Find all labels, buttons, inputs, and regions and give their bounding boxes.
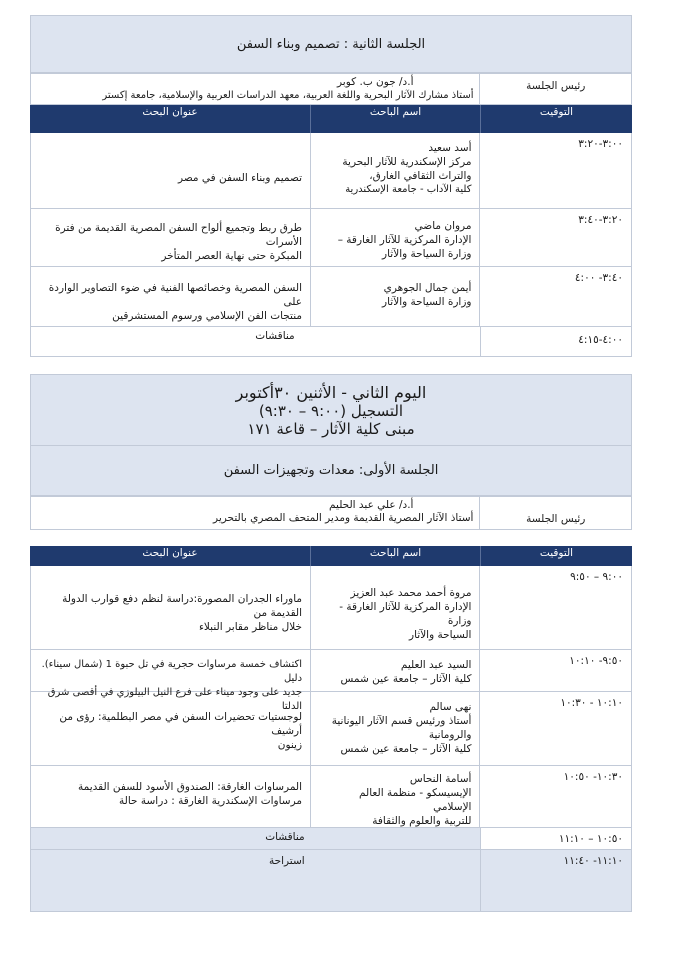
paper-cell: مناقشات <box>255 330 295 342</box>
table-row <box>30 209 632 267</box>
researcher-cell: أيمن جمال الجوهري وزارة السياحة والآثار <box>310 267 479 326</box>
chair-name: أ.د/ جون ب. كوبر <box>337 76 414 88</box>
chair-affiliation: أستاذ مشارك الآثار البحرية واللغة العربية، معهد الدراسات العربية والإسلامية، جامعة إكستر <box>102 90 474 101</box>
paper-cell: مناقشات <box>265 831 305 843</box>
chair-label: رئيس الجلسة <box>479 74 631 104</box>
time-cell: ٤:٠٠-٤:١٥ <box>480 327 631 356</box>
paper-cell: السفن المصرية وخصائصها الفنية في ضوء التصاوير الواردة على منتجات الفن الإسلامي ورسوم المستشرقين <box>48 282 303 322</box>
chair-info <box>31 497 479 529</box>
table-row <box>30 327 632 357</box>
time-cell: ١١:١٠- ١١:٤٠ <box>480 850 631 911</box>
time-cell: ١٠:٣٠- ١٠:٥٠ <box>479 766 631 827</box>
paper-cell: تصميم وبناء السفن في مصر <box>178 172 303 184</box>
session-chair-row <box>30 496 632 530</box>
researcher-cell: مروة أحمد محمد عبد العزيز الإدارة المركزية للآثار الغارقة - وزارة السياحة والآثار <box>310 566 479 649</box>
time-cell: ١٠:١٠ - ١٠:٣٠ <box>479 692 631 765</box>
paper-cell: اكتشاف خمسة مرساوات حجرية في تل حبوة 1 (شمال سيناء). دليل جديد على وجود ميناء على فرع النيل البيلوزي في أقصى شرق الدلتا <box>41 659 303 712</box>
chair-info <box>31 74 479 104</box>
session-title-band <box>30 15 632 73</box>
table-row <box>30 766 632 828</box>
header-paper: عنوان البحث <box>142 547 198 559</box>
paper-cell: المرساوات الغارقة: الصندوق الأسود للسفن القديمة مرساوات الإسكندرية الغارقة : دراسة حالة <box>78 781 303 807</box>
table-header <box>30 546 632 566</box>
table-row <box>30 692 632 766</box>
table-row <box>30 828 632 850</box>
researcher-cell: نهى سالم أستاذ ورئيس قسم الآثار اليونانية والرومانية كلية الآثار – جامعة عين شمس <box>310 692 479 765</box>
time-cell: ٣:٢٠-٣:٤٠ <box>479 209 631 266</box>
researcher-cell: السيد عبد العليم كلية الآثار – جامعة عين شمس <box>310 650 479 691</box>
table-header <box>30 105 632 133</box>
time-cell: ٣:٤٠- ٤:٠٠ <box>479 267 631 326</box>
header-time: التوقيت <box>480 105 632 133</box>
chair-name: أ.د/ علي عبد الحليم <box>329 499 414 511</box>
session-chair-row <box>30 73 632 105</box>
registration-time: التسجيل (٩:٠٠ – ٩:٣٠) <box>258 401 404 420</box>
header-researcher: اسم الباحث <box>310 105 480 133</box>
researcher-cell: أسامة النحاس الإيسيسكو - منظمة العالم الإسلامي للتربية والعلوم والثقافة <box>310 766 479 827</box>
chair-affiliation: أستاذ الآثار المصرية القديمة ومدير المتحف المصري بالتحرير <box>213 512 474 524</box>
header-researcher: اسم الباحث <box>310 546 480 566</box>
paper-cell: استراحة <box>268 855 305 867</box>
table-row <box>30 267 632 327</box>
day-header-band <box>30 374 632 446</box>
researcher-cell: أسد سعيد مركز الإسكندرية للآثار البحرية والتراث الثقافي الغارق، كلية الآداب - جامعة الإسكندرية <box>310 133 479 208</box>
paper-cell: طرق ربط وتجميع ألواح السفن المصرية القديمة من فترة الأسرات المبكرة حتى نهاية العصر المتأخر <box>55 222 303 262</box>
session-title-band <box>30 446 632 496</box>
paper-cell: ماوراء الجدران المصورة:دراسة لنظم دفع قوارب الدولة القديمة من خلال مناظر مقابر النبلاء <box>62 593 303 633</box>
header-paper: عنوان البحث <box>142 106 198 118</box>
chair-label: رئيس الجلسة <box>479 497 631 529</box>
researcher-cell: مروان ماضي الإدارة المركزية للآثار الغارقة – وزارة السياحة والآثار <box>310 209 479 266</box>
header-time: التوقيت <box>480 546 632 566</box>
time-cell: ٩:٠٠ – ٩:٥٠ <box>479 566 631 649</box>
table-row <box>30 850 632 912</box>
table-row <box>30 133 632 209</box>
session-title: الجلسة الأولى: معدات وتجهيزات السفن <box>223 463 439 478</box>
time-cell: ٩:٥٠- ١٠:١٠ <box>479 650 631 691</box>
time-cell: ٣:٠٠-٣:٢٠ <box>479 133 631 208</box>
time-cell: ١٠:٥٠ – ١١:١٠ <box>480 828 631 849</box>
table-row <box>30 566 632 650</box>
session-title: الجلسة الثانية : تصميم وبناء السفن <box>236 36 426 52</box>
venue: مبنى كلية الآثار – قاعة ١٧١ <box>247 419 415 438</box>
day-title: اليوم الثاني - الأثنين ٣٠أكتوبر <box>235 382 427 402</box>
paper-cell: لوجستيات تحضيرات السفن في مصر البطلمية: رؤى من أرشيف زينون <box>59 711 303 751</box>
